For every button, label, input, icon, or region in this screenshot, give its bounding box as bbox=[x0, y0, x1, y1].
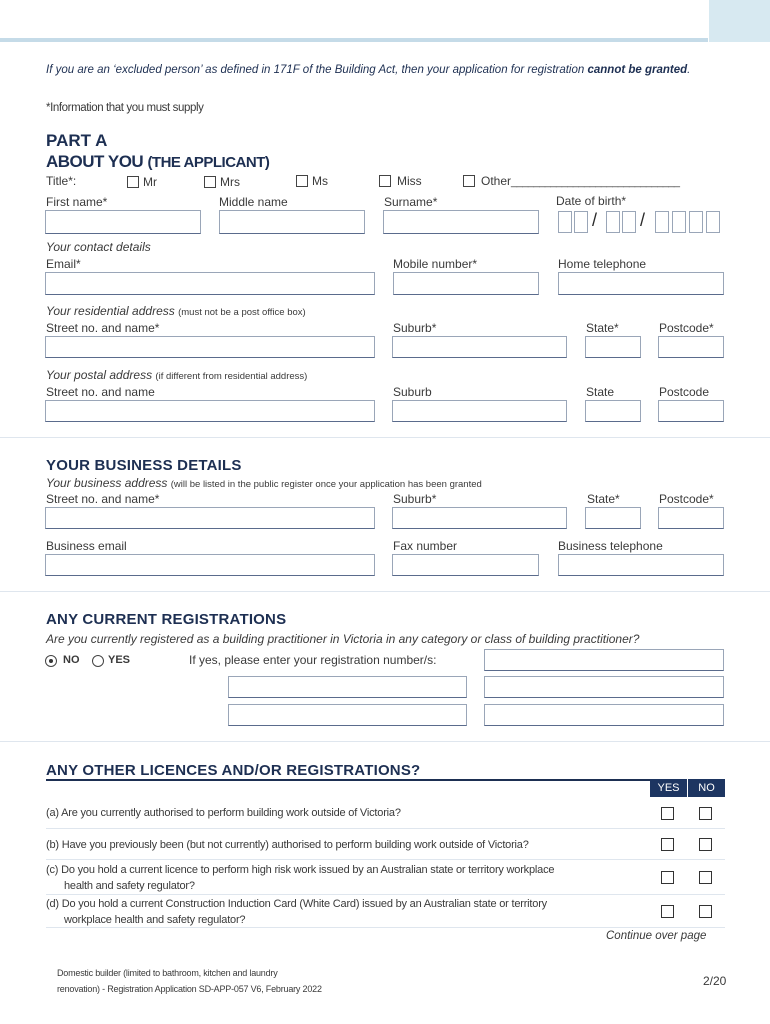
biz-email-field[interactable] bbox=[45, 554, 375, 576]
title-mrs-label: Mrs bbox=[220, 175, 240, 189]
biz-suburb-label: Suburb* bbox=[393, 492, 437, 506]
postal-postcode-field[interactable] bbox=[658, 400, 724, 422]
corner-tab bbox=[709, 0, 770, 42]
question-c-yes-checkbox[interactable] bbox=[661, 871, 674, 884]
residential-heading: Your residential address (must not be a post office box) bbox=[46, 304, 306, 318]
column-header-yes: YES bbox=[650, 779, 687, 797]
mobile-field[interactable] bbox=[393, 272, 539, 295]
business-heading: Your business address (will be listed in the public register once your application has been granted bbox=[46, 476, 482, 490]
continue-note: Continue over page bbox=[606, 930, 707, 942]
res-state-field[interactable] bbox=[585, 336, 641, 358]
registration-number-field-3[interactable] bbox=[484, 676, 724, 698]
email-field[interactable] bbox=[45, 272, 375, 295]
question-c-cont: health and safety regulator? bbox=[64, 880, 195, 892]
column-header-no: NO bbox=[688, 779, 725, 797]
top-bar bbox=[0, 38, 708, 42]
registered-no-label: NO bbox=[63, 654, 80, 666]
mobile-label: Mobile number* bbox=[393, 257, 478, 271]
row-divider bbox=[46, 859, 725, 860]
biz-street-field[interactable] bbox=[45, 507, 375, 529]
footer-line-2: renovation) - Registration Application SD-APP-057 V6, February 2022 bbox=[57, 984, 322, 994]
fax-field[interactable] bbox=[392, 554, 539, 576]
title-other-label: Other______________________________ bbox=[481, 174, 680, 188]
section-divider bbox=[0, 437, 770, 438]
section-title-underline bbox=[46, 779, 650, 781]
question-a-yes-checkbox[interactable] bbox=[661, 807, 674, 820]
surname-label: Surname* bbox=[384, 195, 438, 209]
title-miss-checkbox[interactable] bbox=[379, 175, 391, 187]
dob-year-1[interactable] bbox=[655, 211, 669, 233]
title-mr-checkbox[interactable] bbox=[127, 176, 139, 188]
biz-phone-field[interactable] bbox=[558, 554, 724, 576]
title-mrs-checkbox[interactable] bbox=[204, 176, 216, 188]
required-note: *Information that you must supply bbox=[46, 102, 204, 114]
biz-postcode-field[interactable] bbox=[658, 507, 724, 529]
question-d-no-checkbox[interactable] bbox=[699, 905, 712, 918]
biz-state-field[interactable] bbox=[585, 507, 641, 529]
dob-separator: / bbox=[640, 210, 646, 230]
title-ms-label: Ms bbox=[312, 174, 328, 188]
biz-email-label: Business email bbox=[46, 539, 127, 553]
first-name-label: First name* bbox=[46, 195, 108, 209]
registered-yes-radio[interactable] bbox=[92, 655, 104, 667]
registration-number-field-5[interactable] bbox=[484, 704, 724, 726]
question-d: (d) Do you hold a current Construction Induction Card (White Card) issued by an Australian state or territory bbox=[46, 898, 547, 910]
title-mr-label: Mr bbox=[143, 175, 157, 189]
question-a: (a) Are you currently authorised to perform building work outside of Victoria? bbox=[46, 807, 401, 819]
dob-separator: / bbox=[592, 210, 598, 230]
question-b-no-checkbox[interactable] bbox=[699, 838, 712, 851]
title-miss-label: Miss bbox=[397, 174, 422, 188]
title-label: Title*: bbox=[46, 174, 77, 188]
dob-label: Date of birth* bbox=[556, 194, 627, 208]
postal-state-label: State bbox=[586, 385, 615, 399]
section-divider bbox=[0, 741, 770, 742]
row-divider bbox=[46, 828, 725, 829]
title-other-checkbox[interactable] bbox=[463, 175, 475, 187]
registered-yes-label: YES bbox=[108, 654, 131, 666]
biz-street-label: Street no. and name* bbox=[46, 492, 160, 506]
part-label: PART A bbox=[46, 131, 108, 150]
res-suburb-label: Suburb* bbox=[393, 321, 437, 335]
first-name-field[interactable] bbox=[45, 210, 201, 234]
dob-month-1[interactable] bbox=[606, 211, 620, 233]
footer-line-1: Domestic builder (limited to bathroom, kitchen and laundry bbox=[57, 968, 278, 978]
postal-street-field[interactable] bbox=[45, 400, 375, 422]
middle-name-field[interactable] bbox=[219, 210, 365, 234]
registration-number-field-4[interactable] bbox=[228, 704, 467, 726]
fax-label: Fax number bbox=[393, 539, 458, 553]
contact-heading: Your contact details bbox=[46, 240, 151, 254]
res-postcode-label: Postcode* bbox=[659, 321, 714, 335]
question-d-yes-checkbox[interactable] bbox=[661, 905, 674, 918]
dob-year-2[interactable] bbox=[672, 211, 686, 233]
res-street-field[interactable] bbox=[45, 336, 375, 358]
registration-number-field-1[interactable] bbox=[484, 649, 724, 671]
dob-month-2[interactable] bbox=[622, 211, 636, 233]
registration-number-field-2[interactable] bbox=[228, 676, 467, 698]
section-title-registrations: ANY CURRENT REGISTRATIONS bbox=[46, 611, 287, 628]
postal-suburb-label: Suburb bbox=[393, 385, 432, 399]
title-ms-checkbox[interactable] bbox=[296, 175, 308, 187]
surname-field[interactable] bbox=[383, 210, 539, 234]
home-phone-label: Home telephone bbox=[558, 257, 647, 271]
section-title-about-you: ABOUT YOU (THE APPLICANT) bbox=[46, 152, 270, 171]
email-label: Email* bbox=[46, 257, 81, 271]
question-a-no-checkbox[interactable] bbox=[699, 807, 712, 820]
postal-state-field[interactable] bbox=[585, 400, 641, 422]
biz-suburb-field[interactable] bbox=[392, 507, 567, 529]
res-suburb-field[interactable] bbox=[392, 336, 567, 358]
home-phone-field[interactable] bbox=[558, 272, 724, 295]
dob-year-4[interactable] bbox=[706, 211, 720, 233]
intro-notice: If you are an ‘excluded person’ as defined in 171F of the Building Act, then your application for registration cannot be granted. bbox=[46, 64, 691, 76]
postal-suburb-field[interactable] bbox=[392, 400, 567, 422]
page-number: 2/20 bbox=[703, 974, 727, 988]
registered-no-radio[interactable] bbox=[45, 655, 57, 667]
row-divider bbox=[46, 927, 725, 928]
biz-state-label: State* bbox=[587, 492, 620, 506]
postal-street-label: Street no. and name bbox=[46, 385, 155, 399]
middle-name-label: Middle name bbox=[219, 195, 288, 209]
dob-day-2[interactable] bbox=[574, 211, 588, 233]
biz-phone-label: Business telephone bbox=[558, 539, 663, 553]
postal-heading: Your postal address (if different from residential address) bbox=[46, 368, 308, 382]
registration-number-prompt: If yes, please enter your registration number/s: bbox=[189, 653, 437, 667]
question-d-cont: workplace health and safety regulator? bbox=[64, 914, 246, 926]
question-b: (b) Have you previously been (but not currently) authorised to perform building work outside of Victoria? bbox=[46, 839, 529, 851]
dob-day-1[interactable] bbox=[558, 211, 572, 233]
postal-postcode-label: Postcode bbox=[659, 385, 710, 399]
res-state-label: State* bbox=[586, 321, 619, 335]
res-street-label: Street no. and name* bbox=[46, 321, 160, 335]
res-postcode-field[interactable] bbox=[658, 336, 724, 358]
registration-question: Are you currently registered as a building practitioner in Victoria in any category or class of building practitioner? bbox=[46, 632, 640, 646]
section-divider bbox=[0, 591, 770, 592]
question-c-no-checkbox[interactable] bbox=[699, 871, 712, 884]
question-c: (c) Do you hold a current licence to perform high risk work issued by an Australian state or territory workplace bbox=[46, 864, 555, 876]
section-title-business: YOUR BUSINESS DETAILS bbox=[46, 457, 242, 474]
section-title-licences: ANY OTHER LICENCES AND/OR REGISTRATIONS? bbox=[46, 762, 421, 779]
dob-year-3[interactable] bbox=[689, 211, 703, 233]
row-divider bbox=[46, 894, 725, 895]
biz-postcode-label: Postcode* bbox=[659, 492, 714, 506]
question-b-yes-checkbox[interactable] bbox=[661, 838, 674, 851]
